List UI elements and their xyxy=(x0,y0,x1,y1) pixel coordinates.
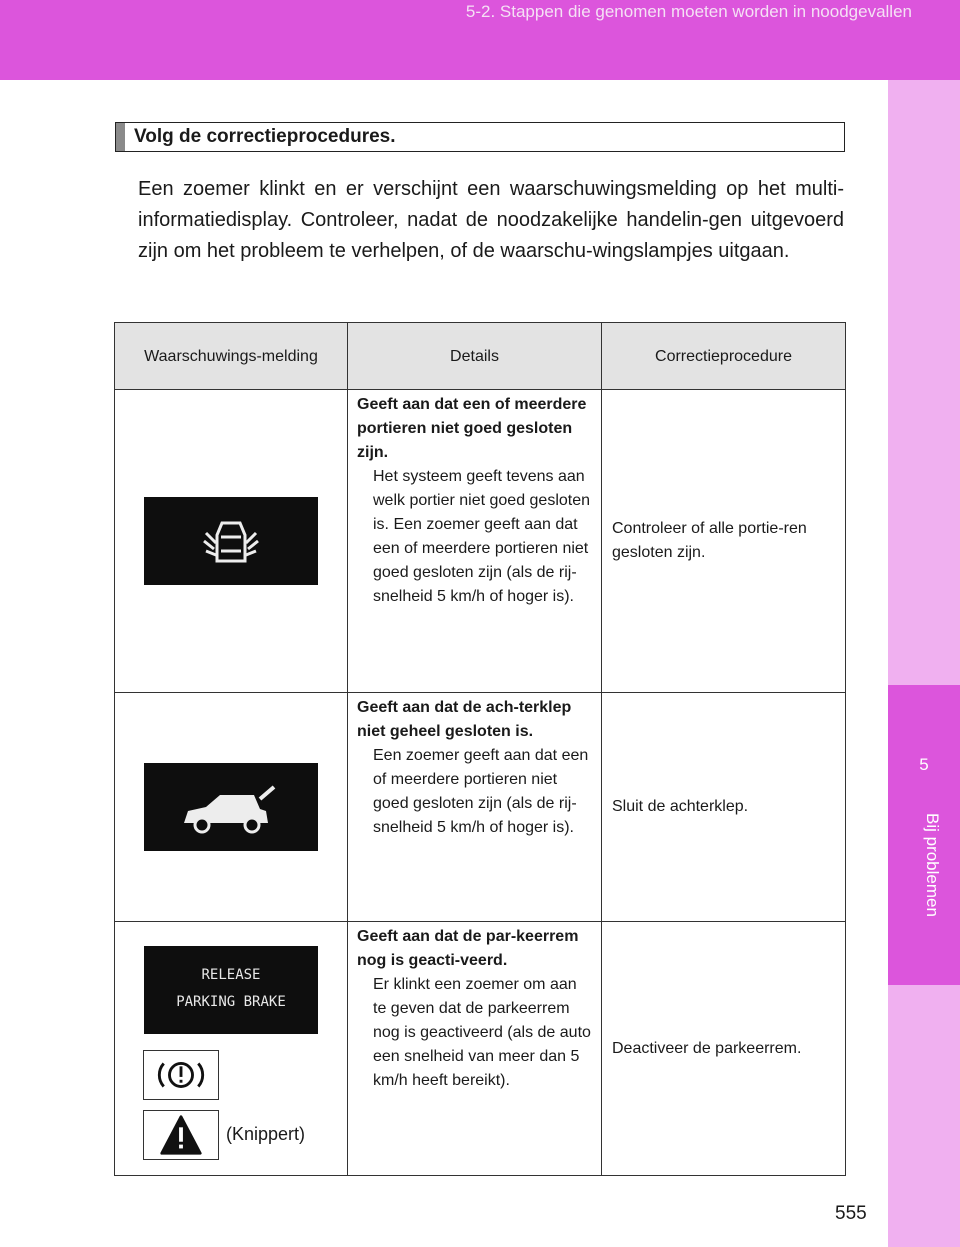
details-cell xyxy=(348,390,602,693)
details-title: Geeft aan dat een of meerdere portieren niet goed gesloten zijn. xyxy=(357,396,587,461)
table-row xyxy=(115,390,846,693)
display-line-1: RELEASE xyxy=(201,967,261,983)
header-procedure: Correctieprocedure xyxy=(602,323,846,390)
header-bar xyxy=(0,0,960,80)
release-parking-brake-display xyxy=(144,946,318,1034)
header-details: Details xyxy=(348,323,602,390)
sidebar xyxy=(888,80,960,1247)
table-row xyxy=(115,693,846,922)
warning-table xyxy=(114,322,846,1176)
warning-cell xyxy=(115,390,348,693)
procedure-cell: Sluit de achterklep. xyxy=(602,693,846,922)
parking-brake-icon xyxy=(143,1050,219,1100)
header-warning: Waarschuwings-melding xyxy=(115,323,348,390)
procedure-cell: Deactiveer de parkeerrem. xyxy=(602,922,846,1176)
intro-paragraph xyxy=(138,174,844,267)
section-heading xyxy=(115,122,845,152)
table-row xyxy=(115,922,846,1176)
blink-label: (Knippert) xyxy=(226,1124,306,1144)
details-cell xyxy=(348,922,602,1176)
details-body: Een zoemer geeft aan dat een of meerdere portieren niet goed gesloten zijn (als de rij-snelheid 5 km/h of hoger is). xyxy=(373,747,589,836)
header-title: 5-2. Stappen die genomen moeten worden in noodgevallen xyxy=(465,2,912,21)
chapter-tab[interactable] xyxy=(888,685,960,985)
procedure-cell: Controleer of alle portie-ren gesloten zijn. xyxy=(602,390,846,693)
details-title: Geeft aan dat de par-keerrem nog is geacti-veerd. xyxy=(357,928,579,969)
warning-cell xyxy=(115,693,348,922)
lamp-row xyxy=(116,1110,346,1162)
details-body: Het systeem geeft tevens aan welk portier niet goed gesloten is. Een zoemer geeft aan dat een of meerdere portieren niet goed gesloten zijn (als de rij-snelheid 5 km/h of hoger is). xyxy=(373,468,591,605)
chapter-number: 5 xyxy=(919,755,929,774)
chapter-label: Bij problemen xyxy=(923,813,942,917)
details-cell xyxy=(348,693,602,922)
warning-cell xyxy=(115,922,348,1176)
master-warning-icon xyxy=(143,1110,219,1160)
table-header-row xyxy=(115,323,846,390)
page-number: 555 xyxy=(835,1203,867,1224)
heading-marker xyxy=(116,123,125,151)
intro-text: Een zoemer klinkt en er verschijnt een waarschuwingsmelding op het multi-informatiedisplay. Controleer, nadat de noodzakelijke handelin-gen uitgevoerd zijn om het probleem te verhelpen, of de waarschu-wingslampjes uitgaan. xyxy=(138,178,844,262)
lamp-row xyxy=(116,1050,346,1102)
details-body: Er klinkt een zoemer om aan te geven dat de parkeerrem nog is geactiveerd (als de auto een snelheid van meer dan 5 km/h heeft bereikt). xyxy=(373,976,591,1089)
tailgate-open-icon xyxy=(144,763,318,851)
door-open-warning-icon xyxy=(144,497,318,585)
display-line-2: PARKING BRAKE xyxy=(176,994,286,1010)
section-heading-text: Volg de correctieprocedures. xyxy=(134,126,396,147)
details-title: Geeft aan dat de ach-terklep niet geheel gesloten is. xyxy=(357,699,572,740)
